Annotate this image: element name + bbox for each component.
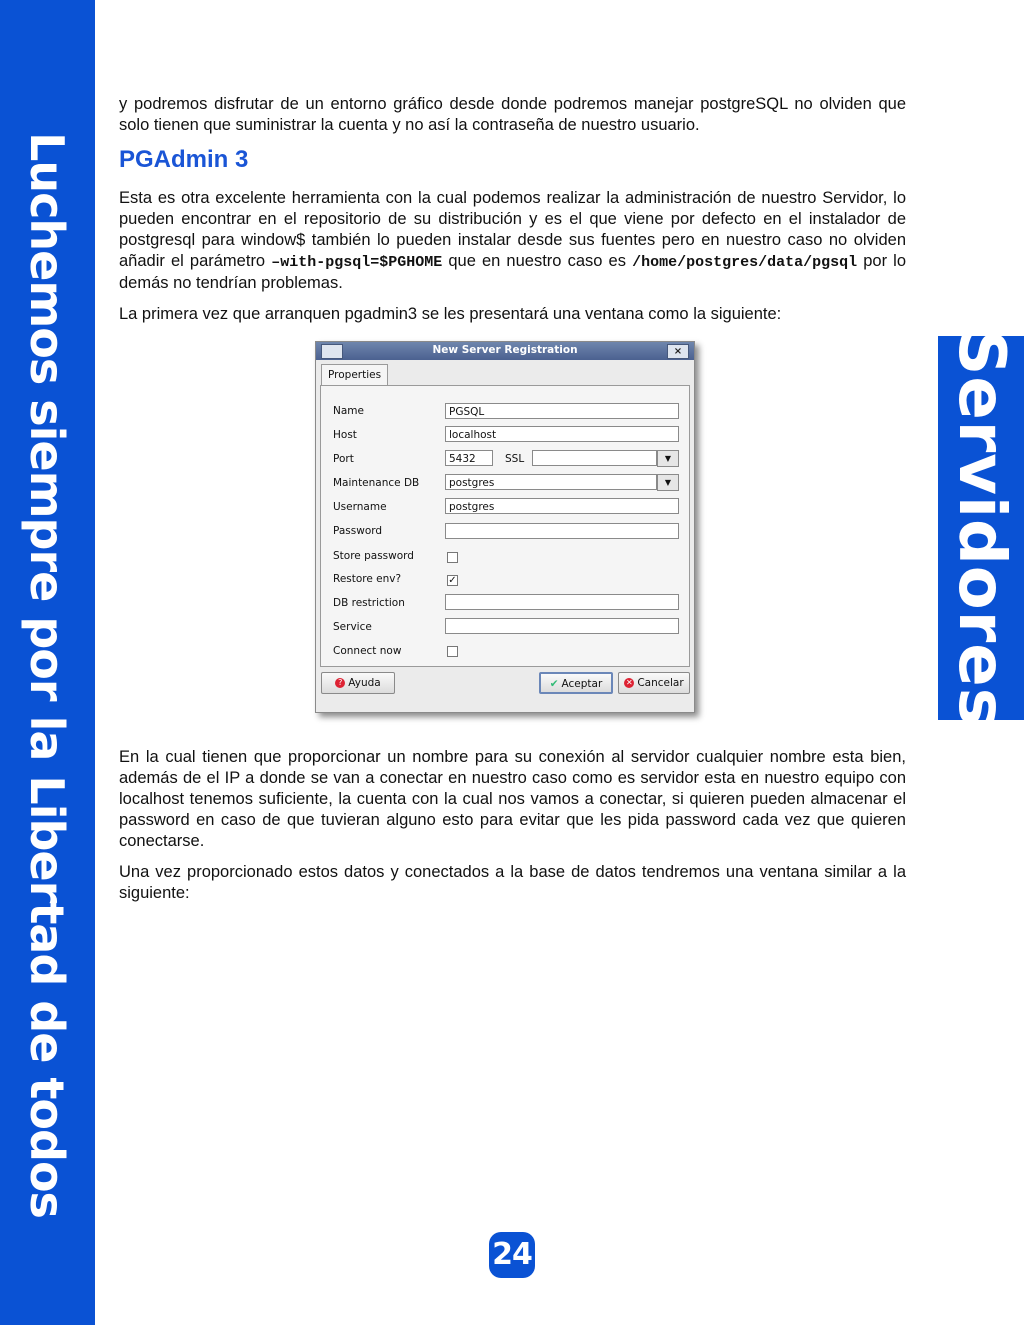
ok-button-label: Aceptar: [561, 678, 603, 690]
label-connect-now: Connect now: [333, 645, 402, 657]
label-ssl: SSL: [505, 453, 525, 465]
page-content: [119, 94, 906, 914]
label-name: Name: [333, 405, 364, 417]
page-number: 24: [489, 1232, 535, 1278]
properties-panel: [320, 385, 690, 667]
left-slogan: Luchemos siempre por la Libertad de todos: [20, 132, 74, 1218]
chevron-down-icon: ▼: [664, 478, 672, 487]
help-button-label: Ayuda: [348, 677, 381, 689]
p1-code-param: –with-pgsql=$PGHOME: [271, 254, 443, 271]
maintenance-db-select[interactable]: postgres: [445, 474, 657, 490]
label-host: Host: [333, 429, 357, 441]
paragraph-next: Una vez proporcionado estos datos y conectados a la base de datos tendremos una ventana similar a la siguiente:: [119, 863, 906, 902]
cancel-button-label: Cancelar: [637, 677, 684, 689]
label-db-restriction: DB restriction: [333, 597, 405, 609]
service-input[interactable]: [445, 618, 679, 634]
close-button[interactable]: ×: [667, 344, 689, 359]
p1-text-3: por lo demás no tendrían problemas.: [119, 252, 907, 292]
label-username: Username: [333, 501, 387, 513]
tab-properties[interactable]: Properties: [321, 364, 388, 386]
name-input[interactable]: PGSQL: [445, 403, 679, 419]
paragraph-first-run: La primera vez que arranquen pgadmin3 se les presentará una ventana como la siguiente:: [119, 305, 782, 323]
store-password-checkbox[interactable]: [447, 552, 458, 563]
p1-text-1: Esta es otra excelente herramienta con la cual podemos realizar la administración de nuestro Servidor, lo pueden encontrar en el repositorio de su distribución y es el que viene por defecto en el instalador de postgresql para window$ también lo pueden instalar desde sus fuentes pero en nuestro caso no olviden añadir el parámetro: [119, 189, 906, 270]
dialog-titlebar: [316, 342, 694, 360]
label-service: Service: [333, 621, 372, 633]
chevron-down-icon: ▼: [664, 454, 672, 463]
screenshot-figure: [315, 341, 699, 717]
label-password: Password: [333, 525, 383, 537]
paragraph-pgadmin: [119, 188, 906, 294]
maintenance-db-dropdown-button[interactable]: [657, 474, 679, 491]
new-server-dialog: [315, 341, 695, 713]
p1-text-2: que en nuestro caso es: [442, 252, 633, 270]
help-button[interactable]: [321, 672, 395, 694]
section-tab: [938, 329, 1024, 727]
label-restore-env: Restore env?: [333, 573, 402, 585]
left-side-band: [0, 0, 95, 1325]
password-input[interactable]: [445, 523, 679, 539]
section-heading: PGAdmin 3: [119, 146, 249, 173]
section-tab-label: Servidores: [944, 329, 1018, 727]
intro-paragraph: y podremos disfrutar de un entorno gráfico desde donde podremos manejar postgreSQL no olviden que solo tienen que suministrar la cuenta y no así la contraseña de nuestro usuario.: [119, 95, 906, 134]
connect-now-checkbox[interactable]: [447, 646, 458, 657]
host-input[interactable]: localhost: [445, 426, 679, 442]
tab-bar: [321, 364, 689, 386]
label-maintenance-db: Maintenance DB: [333, 477, 420, 489]
check-icon: ✔: [549, 678, 559, 690]
p1-code-path: /home/postgres/data/pgsql: [632, 254, 858, 271]
label-store-password: Store password: [333, 550, 414, 562]
dialog-title: New Server Registration: [432, 344, 578, 356]
label-port: Port: [333, 453, 354, 465]
ssl-dropdown-button[interactable]: [657, 450, 679, 467]
db-restriction-input[interactable]: [445, 594, 679, 610]
port-input[interactable]: 5432: [445, 450, 493, 466]
username-input[interactable]: postgres: [445, 498, 679, 514]
ok-button[interactable]: [539, 672, 613, 694]
ssl-select[interactable]: [532, 450, 657, 466]
cancel-button[interactable]: [618, 672, 690, 694]
paragraph-explanation: En la cual tienen que proporcionar un nombre para su conexión al servidor cualquier nombre esta bien, además de el IP a donde se van a conectar en nuestro caso como es servidor esta en nuestro equipo con localhost tenemos suficiente, la cuenta con la cual nos vamos a conectar, si quieren pueden almacenar el password en caso de que tuvieran alguno esto para evitar que les pida password cada vez que quieren conectarse.: [119, 748, 906, 850]
cancel-icon: ✕: [625, 678, 633, 687]
restore-env-checkbox[interactable]: ✓: [448, 575, 457, 586]
help-icon: ?: [335, 678, 345, 688]
